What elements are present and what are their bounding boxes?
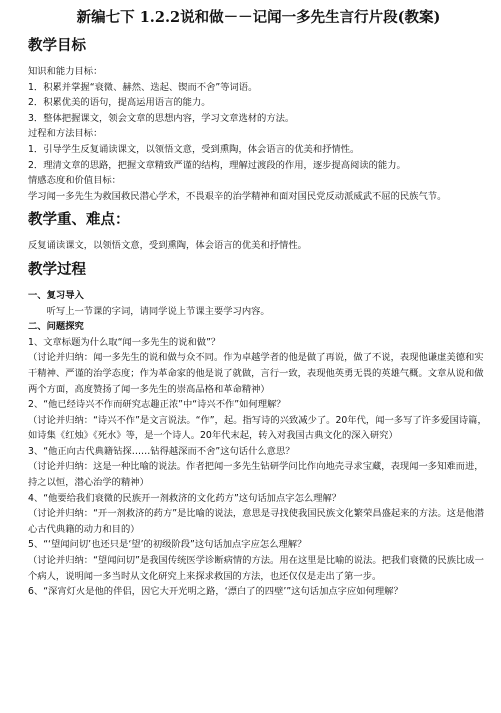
answer-5: （讨论并归纳：“望闻问切”是我国传统医学诊断病情的方法。用在这里是比喻的说法。把我们衰微的民族比成一个病人，说明闻一多当时从文化研究上来探求救国的方法，也还仅仅是走出了第一步。 — [28, 555, 484, 582]
question-6: 6、“深宵灯火是他的伴侣，因它大开光明之路，‘漂白了的四壁’”这句话加点字应如何理解？ — [28, 586, 403, 598]
knowledge-goal-item: 2．积累优美的语句，提高运用语言的能力。 — [28, 97, 211, 109]
answer-4: （讨论并归纳：“开一剂救济的药方”是比喻的说法，意思是寻找使我国民族文化繁荣昌盛起来的方法。这是他潜心古代典籍的动力和目的） — [28, 508, 484, 535]
knowledge-goal-item: 1．积累并掌握“衰微、赫然、迭起、锲而不舍”等词语。 — [28, 81, 258, 93]
heading-teaching-goals: 教学目标 — [28, 37, 86, 54]
question-5: 5、“‘望闻问切’也还只是‘望’的初级阶段”这句话加点字应怎么理解？ — [28, 539, 307, 551]
question-1: 1、文章标题为什么取“闻一多先生的说和做”？ — [28, 336, 221, 348]
heading-key-points: 教学重、难点： — [28, 211, 130, 229]
answer-2: （讨论并归纳：“诗兴不作”是文言说法。“作”，起。指写诗的兴致减少了。20年代，闻一多写了许多爱国诗篇，如诗集《红烛》《死水》等，是一个诗人。20年代末起，转入对我国古典文化的深入研究） — [28, 414, 487, 442]
heading-teaching-process: 教学过程 — [28, 260, 86, 278]
process-goal-item: 2．理清文章的思路，把握文章精致严谨的结构，理解过渡段的作用，逐步提高阅读的能力。 — [28, 159, 406, 171]
question-4: 4、“他要给我们衰微的民族开一剂救济的文化药方”这句话加点字怎么理解？ — [28, 492, 342, 504]
question-2: 2、“他已经诗兴不作而研究志趣正浓”中“诗兴不作”如何理解？ — [28, 399, 286, 411]
knowledge-goals-label: 知识和能力目标： — [28, 66, 103, 77]
document-title: 新编七下 1.2.2说和做－－记闻一多先生言行片段(教案) — [76, 9, 441, 26]
emotion-goals-label: 情感态度和价值目标： — [28, 175, 121, 187]
subheading-review-intro: 一、复习导入 — [28, 289, 84, 301]
key-points-text: 反复诵读课文，以领悟文意，受到熏陶，体会语言的优美和抒情性。 — [28, 240, 307, 252]
answer-3: （讨论并归纳：这是一种比喻的说法。作者把闻一多先生钻研学问比作向地壳寻求宝藏，表现闻一多知难而进，持之以恒，潜心治学的精神） — [28, 461, 484, 489]
answer-1: （讨论并归纳：闻一多先生的说和做与众不同。作为卓越学者的他是做了再说，做了不说，表现他谦虚美德和实干精神、严谨的治学态度；作为革命家的他是说了就做，言行一致，表现他英勇无畏的英雄气概。文章从说和做两个方面，高度赞扬了闻一多先生的崇高品格和革命精神） — [28, 352, 484, 395]
review-intro-text: 听写上一节课的字词，请同学说上节课主要学习内容。 — [46, 305, 270, 317]
process-goal-item: 1．引导学生反复诵读课文，以领悟文意，受到熏陶，体会语言的优美和抒情性。 — [28, 143, 360, 155]
emotion-goal-text: 学习闻一多先生为救国救民潜心学术，不畏艰辛的治学精神和面对国民党反动派威武不屈的民族气节。 — [28, 190, 447, 202]
subheading-question-exploration: 二、问题探究 — [28, 321, 84, 333]
knowledge-goal-item: 3．整体把握课文，领会文章的思想内容，学习文章选材的方法。 — [28, 112, 295, 124]
process-goals-label: 过程和方法目标： — [28, 128, 103, 140]
question-3: 3、“他正向古代典籍钻探……钻得越深而不舍”这句话什么意思？ — [28, 445, 295, 457]
